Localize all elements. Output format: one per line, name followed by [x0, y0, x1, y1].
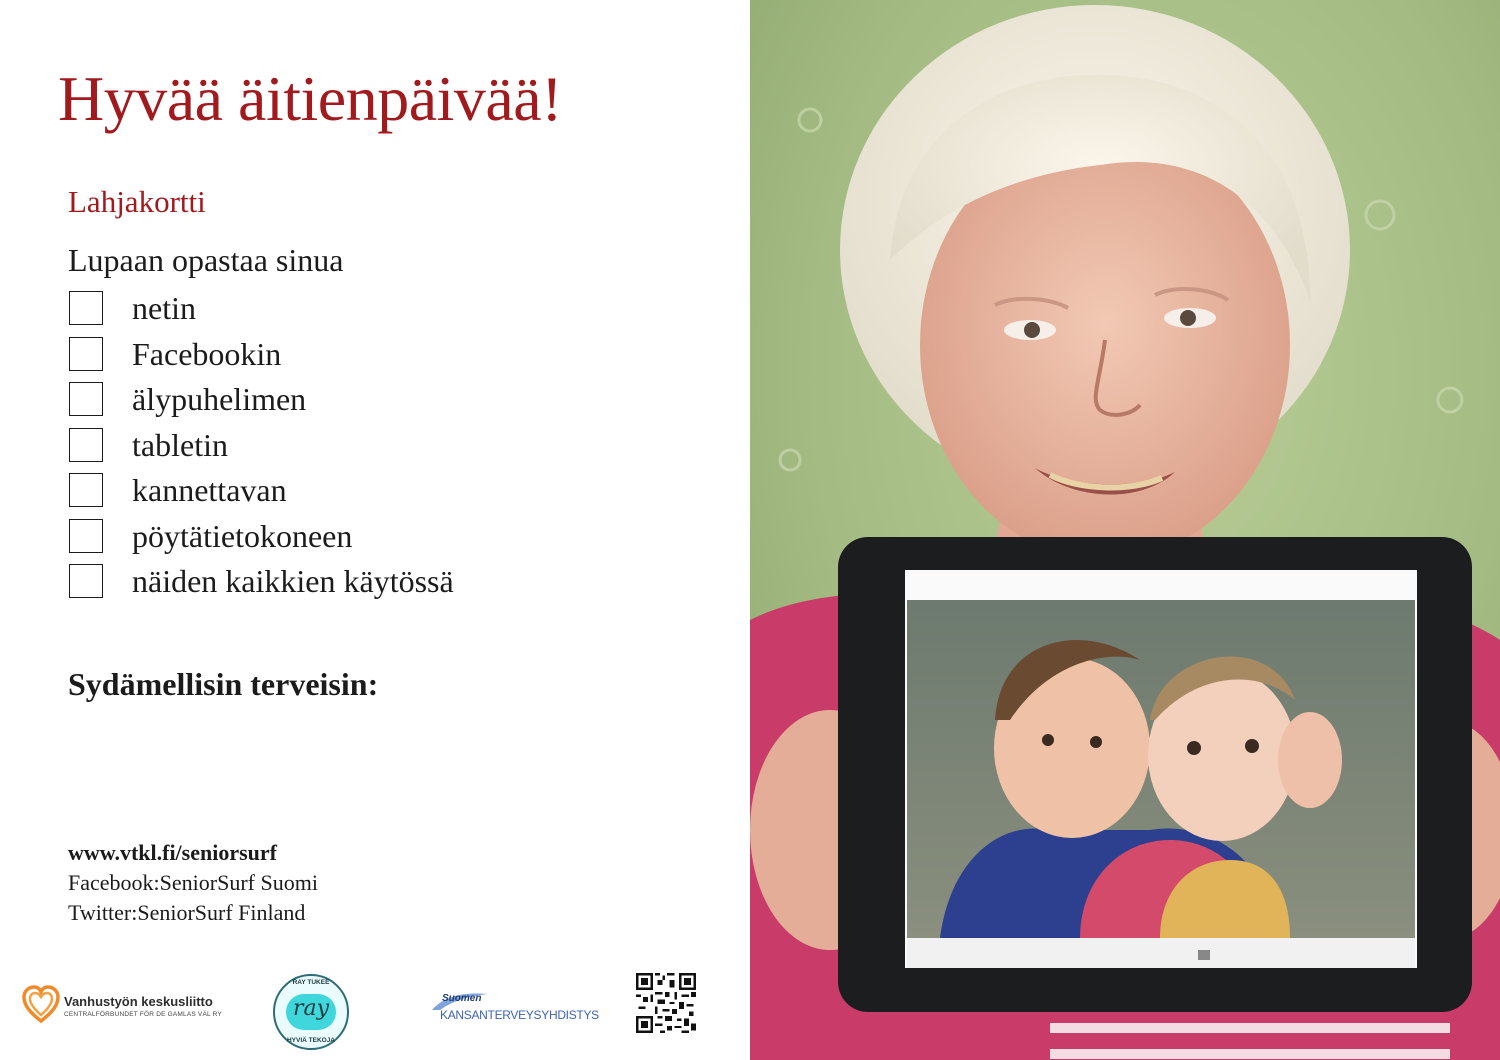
ksy-name: KANSANTERVEYSYHDISTYS [440, 1008, 599, 1022]
twitter-text: Twitter:SeniorSurf Finland [68, 900, 306, 925]
option-label: näiden kaikkien käytössä [132, 563, 454, 599]
checkbox[interactable] [69, 519, 103, 553]
card-title: Hyvää äitienpäivää! [58, 63, 562, 134]
option-label: kannettavan [132, 472, 287, 508]
ray-word: ray [292, 996, 330, 1021]
qr-code-icon [636, 973, 696, 1033]
option-label: Facebookin [132, 335, 282, 372]
greeting-text: Sydämellisin terveisin: [68, 666, 379, 702]
photo-panel [750, 0, 1500, 1060]
ksy-logo [430, 990, 599, 1030]
checkbox[interactable] [69, 564, 103, 598]
checkbox[interactable] [69, 291, 103, 325]
vtkl-logo [22, 985, 222, 1025]
option-label: pöytätietokoneen [132, 517, 353, 554]
ray-logo [273, 974, 349, 1050]
checkbox[interactable] [69, 382, 103, 416]
ray-bottom-text: HYVIÄ TEKOJA [286, 1037, 336, 1044]
logo-strip [0, 960, 750, 1050]
option-label: älypuhelimen [132, 381, 307, 417]
facebook-text: Facebook:SeniorSurf Suomi [68, 870, 318, 895]
vtkl-subtitle: CENTRALFÖRBUNDET FÖR DE GAMLAS VÄL RY [64, 1011, 222, 1018]
checkbox[interactable] [69, 428, 103, 462]
ray-badge [286, 994, 336, 1030]
heart-icon [22, 985, 60, 1025]
option-label: tabletin [132, 426, 228, 463]
checkbox[interactable] [69, 473, 103, 507]
vtkl-name: Vanhustyön keskusliitto [64, 994, 213, 1009]
ksy-top-text: Suomen [442, 993, 482, 1004]
checkbox[interactable] [69, 337, 103, 371]
ray-top-text: RAY TUKEE [292, 979, 330, 986]
woman-with-tablet-photo [750, 0, 1500, 1060]
card-subtitle: Lahjakortti [68, 184, 206, 219]
promise-text: Lupaan opastaa sinua [68, 242, 344, 278]
option-label: netin [132, 290, 196, 326]
contact-info [68, 838, 318, 928]
website-link[interactable]: www.vtkl.fi/seniorsurf [68, 840, 277, 865]
